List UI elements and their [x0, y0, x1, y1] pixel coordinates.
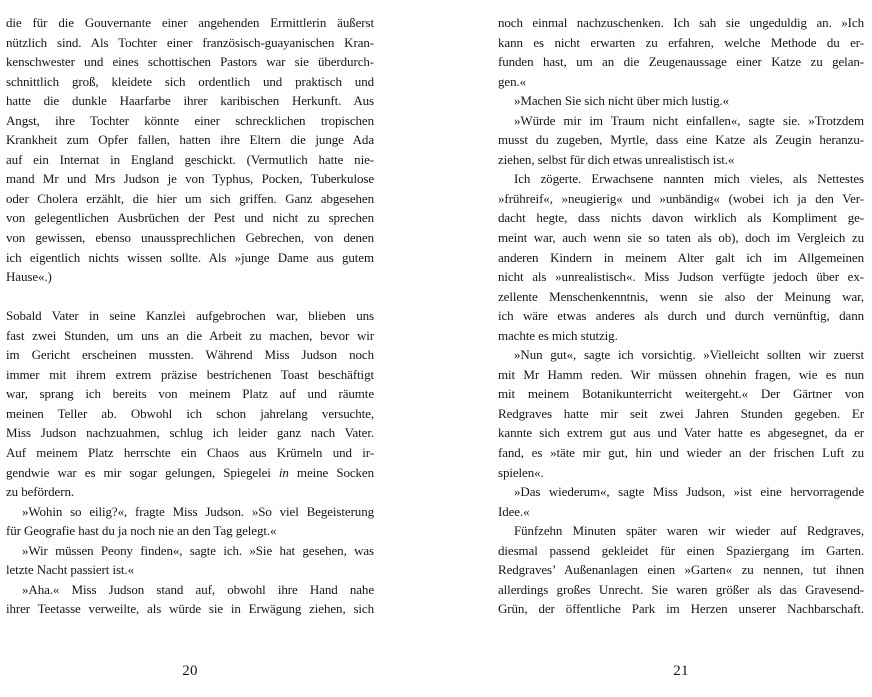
text-line: nicht als »unrealistisch«. Miss Judson verfügte jedoch über ex- — [498, 269, 864, 285]
text-line: gendwie war es mir sogar gelungen, Spiegelei in meine Socken — [6, 464, 374, 480]
text-line: Ich zögerte. Erwachsene nannten mich vieles, als Nettestes — [514, 171, 864, 187]
text-line: Auf meinem Platz herrschte ein Chaos aus Krümeln und ir- — [6, 445, 374, 461]
text-line: »Nun gut«, sagte ich vorsichtig. »Vielleicht sollten wir zuerst — [514, 347, 864, 363]
text-line: im Gericht erscheinen mussten. Während Miss Judson noch — [6, 347, 374, 363]
text-line: zellente Menschenkenntnis, wenn sie also der Meinung war, — [498, 288, 864, 304]
text-line: von gelegentlichen Ausbrüchen der Pest und nicht zu sprechen — [6, 210, 374, 226]
text-line: kannte sich extrem gut aus und Vater hatte es abgesegnet, da er — [498, 425, 864, 441]
text-line: »frühreif«, »neugierig« und »unbändig« (wobei ich ja den Ver- — [498, 190, 864, 206]
text-line: Redgraves hatte mir seit zwei Jahren Stunden gegeben. Er — [498, 405, 864, 421]
text-line: »Aha.« Miss Judson stand auf, obwohl ihre Hand nahe — [22, 581, 374, 597]
text-line: ihrer Teetasse verweilte, als würde sie in Erwägung ziehen, sich — [6, 601, 374, 617]
text-line: noch einmal nachzuschenken. Ich sah sie ungeduldig an. »Ich — [498, 15, 864, 30]
text-line: meint war, auch wenn sie so taten als ob), doch im Vergleich zu — [498, 230, 864, 246]
paragraph — [6, 541, 374, 580]
text-line: kenschwester und eines schottischen Pastors war sie überdurch- — [6, 54, 374, 70]
text-line: die für die Gouvernante einer angehenden Ermittlerin äußerst — [6, 15, 374, 30]
text-line: auf ein Internat in England geschickt. (Vermutlich hatte nie- — [6, 151, 374, 167]
paragraph — [6, 13, 374, 287]
text-line: »Wohin so eilig?«, fragte Miss Judson. »So viel Begeisterung — [22, 503, 374, 519]
text-line: fand, es »täte mir gut, hin und wieder an der frischen Luft zu — [498, 445, 864, 461]
paragraph — [6, 502, 374, 541]
text-line: Krankheit zum Opfer fallen, hatten ihre Eltern die junge Ada — [6, 132, 374, 148]
paragraph — [498, 482, 864, 521]
text-line: spielen«. — [498, 464, 544, 480]
text-line: »Würde mir im Traum nicht einfallen«, sagte sie. »Trotzdem — [514, 112, 864, 128]
paragraph — [498, 91, 864, 111]
text-line: ziehen, selbst für dich etwas unrealistisch ist.« — [498, 151, 735, 167]
text-line: gen.« — [498, 73, 527, 89]
text-line: anderen Kindern in meinem Alter galt ich im Allgemeinen — [498, 249, 864, 265]
page-text — [6, 13, 374, 619]
text-line: funden hast, um an die Zeugenaussage einer Katze zu gelan- — [498, 54, 864, 70]
text-line: Fünfzehn Minuten später waren wir wieder auf Redgraves, — [514, 523, 864, 539]
page-text — [498, 13, 864, 619]
text-line: musst du zugeben, Myrtle, dass eine Katze als Zeugin heranzu- — [498, 132, 864, 148]
text-line: meinen Teller ab. Obwohl ich schon jahrelang versuchte, — [6, 405, 374, 421]
paragraph — [498, 169, 864, 345]
text-line: Hause«.) — [6, 269, 52, 285]
page-number: 20 — [182, 663, 198, 679]
paragraph — [6, 306, 374, 501]
text-line: letzte Nacht passiert ist.« — [6, 562, 134, 578]
text-line: von gewissen, ebenso unaussprechlichen Gebrechen, von denen — [6, 230, 374, 246]
text-line: immer mit ihrem extrem präzise bestrichenen Toast beschäftigt — [6, 366, 374, 382]
paragraph — [498, 13, 864, 91]
text-line: Sobald Vater in seine Kanzlei aufgebrochen war, blieben uns — [6, 308, 374, 324]
text-line: oder Cholera erzählt, die hier um sich griffen. Ganz abgesehen — [6, 190, 374, 206]
text-line: ich eigentlich nichts wissen sollte. Als »junge Dame aus gutem — [6, 249, 374, 265]
text-line: diesmal passend gekleidet für einen Spaziergang im Garten. — [498, 542, 864, 558]
text-line: schnittlich groß, kleidete sich ordentlich und praktisch und — [6, 73, 374, 89]
paragraph — [6, 580, 374, 619]
text-line: hatte die dunkle Haarfarbe ihrer karibischen Herkunft. Aus — [6, 93, 374, 109]
text-line: mand Mr und Mrs Judson je von Typhus, Pocken, Tuberkulose — [6, 171, 374, 187]
text-line: allerdings großes Unrecht. Sie waren größer als das Gravesend- — [498, 581, 864, 597]
text-line: Idee.« — [498, 503, 530, 519]
text-line: kann es nicht erwarten zu erfahren, welche Methode du er- — [498, 34, 864, 50]
text-line: Redgraves’ Außenanlagen einen »Garten« zu nennen, tut ihnen — [498, 562, 864, 578]
text-line: »Machen Sie sich nicht über mich lustig.« — [514, 93, 730, 109]
paragraph — [498, 111, 864, 170]
text-line: »Das wiederum«, sagte Miss Judson, »ist eine hervorragende — [514, 484, 864, 500]
text-line: Angst, ihre Tochter könnte einer schrecklichen tropischen — [6, 112, 374, 128]
text-line: machte es mich stutzig. — [498, 327, 618, 343]
text-line: zu befördern. — [6, 484, 74, 500]
text-line: nützlich sind. Als Tochter einer französisch-guayanischen Kran- — [6, 34, 374, 50]
text-line: war, sprang ich bereits von meinem Platz auf und räumte — [6, 386, 374, 402]
page-number: 21 — [673, 663, 689, 679]
text-line: Miss Judson nachzuahmen, schlug ich leider ganz nach Vater. — [6, 425, 374, 441]
text-line: Grün, der öffentliche Park im Herzen unserer Nachbarschaft. — [498, 601, 864, 617]
text-line: fast zwei Stunden, um uns an die Arbeit zu machen, bevor wir — [6, 327, 374, 343]
text-line: ich wäre etwas anderes als durch und durch vernünftig, dann — [498, 308, 864, 324]
text-line: dacht hegte, dass nichts davon wirklich als Kompliment ge- — [498, 210, 864, 226]
text-line: mit Mr Hamm reden. Wir müssen ohnehin fragen, wie es nun — [498, 366, 864, 382]
text-line: »Wir müssen Peony finden«, sagte ich. »Sie hat gesehen, was — [22, 542, 374, 558]
text-line: für Geografie hast du ja noch nie an den Tag gelegt.« — [6, 523, 277, 539]
paragraph — [498, 521, 864, 619]
paragraph — [498, 345, 864, 482]
text-line: mit meinem Botanikunterricht weitergeht.« Der Gärtner von — [498, 386, 864, 402]
